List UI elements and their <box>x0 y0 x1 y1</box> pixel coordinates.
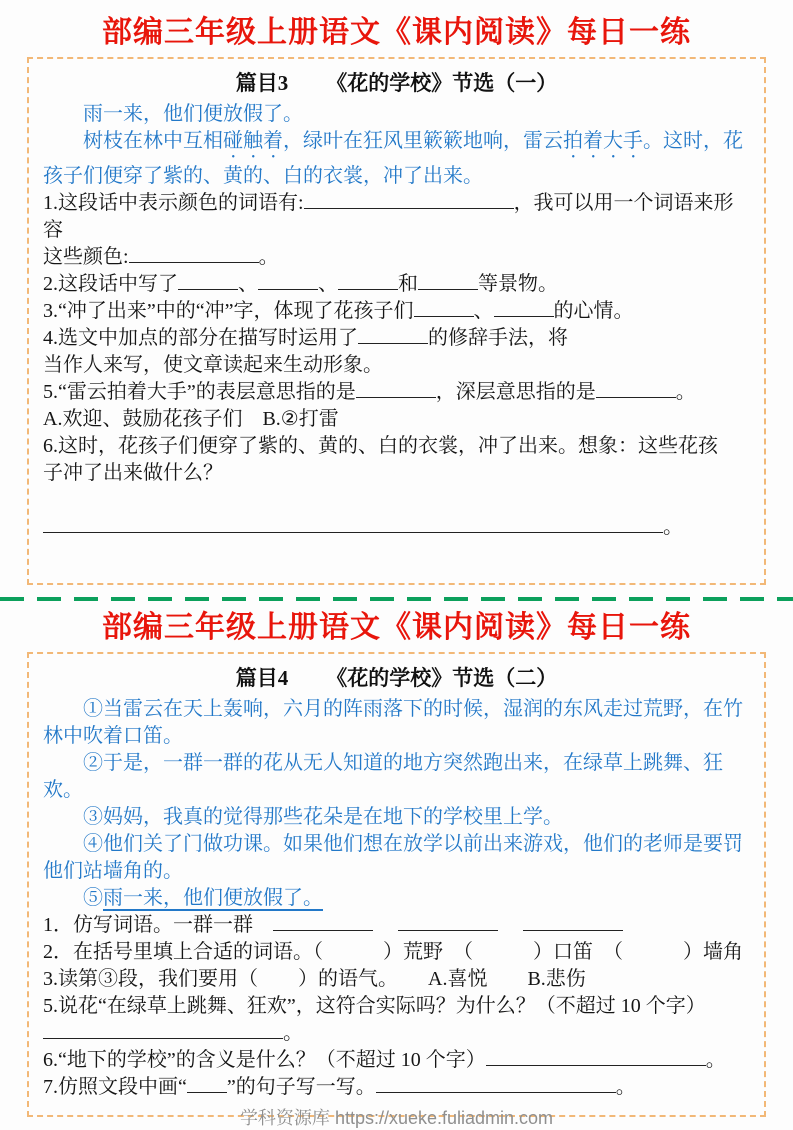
footer-watermark: 学科资源库 https://xueke.fuliadmin.com <box>239 1108 554 1128</box>
answer-blank <box>129 244 259 263</box>
answer-blank <box>338 271 398 290</box>
answer-blank <box>596 379 676 398</box>
passage-segment: 雨一来，他们便放假了。 <box>83 103 303 125</box>
passage-paragraph <box>43 885 750 912</box>
passage-segment: ①当雷云在天上轰响，六月的阵雨落下的时候，湿润的东风走过荒野，在竹林中吹着口笛。 <box>43 698 743 747</box>
question-line: 6.这时，花孩子们便穿了紫的、黄的、白的衣裳，冲了出来。想象：这些花孩 <box>43 435 718 457</box>
answer-blank <box>494 298 554 317</box>
passage-number: 篇目3 <box>235 71 289 95</box>
question-line: 这些颜色: 。 <box>43 246 279 268</box>
passage-paragraph <box>43 831 750 885</box>
passage-name: 《花的学校》节选（一） <box>326 71 558 95</box>
question-line: 。 <box>43 514 750 541</box>
answer-blank <box>358 325 428 344</box>
worksheet-box-1 <box>27 57 766 585</box>
question-line: 2．在括号里填上合适的词语。（ ）荒野 （ ）口笛 （ ）墙角 <box>43 941 743 963</box>
questions-2 <box>43 912 750 1101</box>
passage-paragraph <box>43 696 750 750</box>
passage-segment: 树枝在林中互相 <box>83 130 223 152</box>
passage-segment: 。这时，花孩子们便穿了紫的、黄的、白的衣裳，冲了出来。 <box>43 130 743 187</box>
answer-blank <box>418 271 478 290</box>
worksheet-header: 部编三年级上册语文《课内阅读》每日一练 <box>102 16 691 49</box>
answer-blank <box>187 1074 227 1093</box>
question-line: A.欢迎、鼓励花孩子们 B.②打雷 <box>43 408 339 430</box>
question-line: 2.这段话中写了 、 、 和 等景物。 <box>43 273 558 295</box>
worksheet-header: 部编三年级上册语文《课内阅读》每日一练 <box>102 611 691 644</box>
answer-blank <box>486 1047 706 1066</box>
section-passage-4 <box>0 601 793 1117</box>
passage-paragraph <box>43 804 750 831</box>
passage-name: 《花的学校》节选（二） <box>326 666 558 690</box>
questions-1 <box>43 190 750 541</box>
answer-blank <box>273 912 373 931</box>
question-line: 。 <box>43 1020 750 1047</box>
question-line: 3.“冲了出来”中的“冲”字，体现了花孩子们 、 的心情。 <box>43 300 634 322</box>
underlined-sentence: 雨一来，他们便放假了。 <box>103 887 323 909</box>
passage-paragraph <box>43 750 750 804</box>
question-line <box>43 487 750 514</box>
worksheet-box-2 <box>27 652 766 1117</box>
answer-blank <box>43 514 663 533</box>
passage-text-2 <box>43 696 750 912</box>
passage-segment: ，绿叶在狂风里簌簌地响，雷云 <box>283 130 563 152</box>
passage-segment: ④他们关了门做功课。如果他们想在放学以前出来游戏，他们的老师是要罚他们站墙角的。 <box>43 833 743 882</box>
emphasized-phrase: 拍着大手 <box>563 130 643 152</box>
answer-blank <box>178 271 238 290</box>
passage-segment: ②于是，一群一群的花从无人知道的地方突然跑出来，在绿草上跳舞、狂欢。 <box>43 752 723 801</box>
passage-paragraph <box>43 101 750 128</box>
question-line: 3.读第③段，我们要用（ ）的语气。 A.喜悦 B.悲伤 <box>43 968 586 990</box>
passage-title-1 <box>43 67 750 97</box>
passage-number: 篇目4 <box>235 666 289 690</box>
passage-text-1 <box>43 101 750 190</box>
passage-title-2 <box>43 662 750 692</box>
question-line: 1.这段话中表示颜色的词语有: ，我可以用一个词语来形容 <box>43 192 734 241</box>
answer-blank <box>258 271 318 290</box>
answer-blank <box>376 1074 616 1093</box>
question-line: 5.“雷云拍着大手”的表层意思指的是 ，深层意思指的是 。 <box>43 381 696 403</box>
emphasized-phrase: 碰触着 <box>223 130 283 152</box>
answer-blank <box>304 190 514 209</box>
question-line: 子冲了出来做什么？ <box>43 462 223 484</box>
passage-segment: ⑤ <box>83 887 103 909</box>
question-line: 7.仿照文段中画“ ”的句子写一写。 。 <box>43 1076 636 1098</box>
answer-blank <box>523 912 623 931</box>
answer-blank <box>356 379 436 398</box>
question-line: 5.说花“在绿草上跳舞、狂欢”，这符合实际吗？为什么？（不超过 10 个字） <box>43 995 706 1017</box>
answer-blank <box>43 1020 283 1039</box>
question-line: 4.选文中加点的部分在描写时运用了 的修辞手法，将 <box>43 327 568 349</box>
question-line: 1．仿写词语。一群一群 <box>43 912 750 939</box>
question-line: 6.“地下的学校”的含义是什么？（不超过 10 个字） 。 <box>43 1049 726 1071</box>
answer-blank <box>398 912 498 931</box>
question-line: 当作人来写，使文章读起来生动形象。 <box>43 354 383 376</box>
passage-paragraph <box>43 128 750 190</box>
answer-blank <box>414 298 474 317</box>
passage-segment: ③妈妈，我真的觉得那些花朵是在地下的学校里上学。 <box>83 806 563 828</box>
